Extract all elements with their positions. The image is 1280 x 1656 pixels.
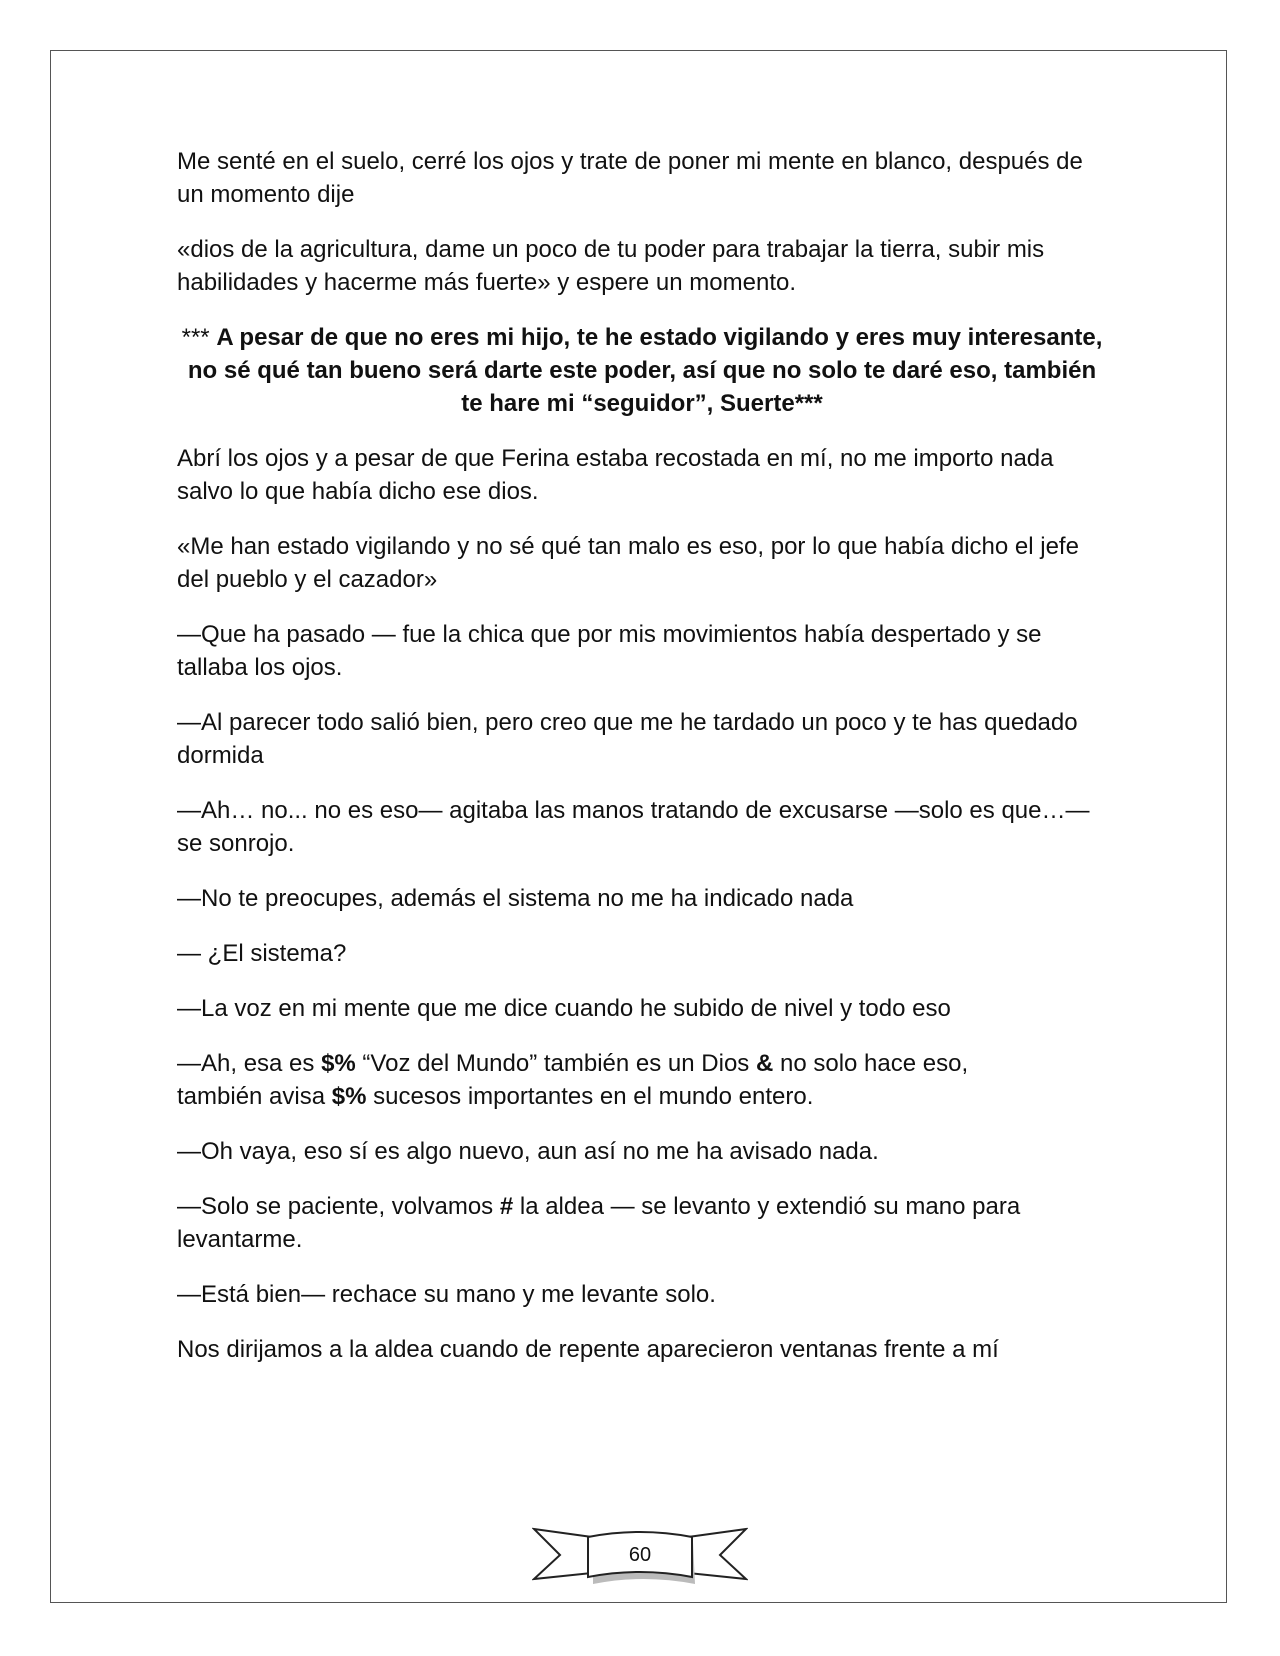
god-message xyxy=(177,321,1107,420)
symbol-run: # xyxy=(499,1193,514,1220)
text-run: sucesos importantes en el mundo entero. xyxy=(366,1083,814,1110)
text-run: —Ah, esa es xyxy=(177,1050,322,1077)
paragraph: —Al parecer todo salió bien, pero creo que me he tardado un poco y te has quedado dormida xyxy=(177,709,1078,769)
paragraph: Abrí los ojos y a pesar de que Ferina estaba recostada en mí, no me importo nada salvo lo que había dicho ese dios. xyxy=(177,445,1054,505)
symbol-run: & xyxy=(755,1050,774,1077)
text-run: la aldea — se levanto y extendió su mano para levantarme. xyxy=(177,1193,1021,1253)
paragraph-mixed xyxy=(177,1190,1107,1256)
paragraph: «Me han estado vigilando y no sé qué tan malo es eso, por lo que había dicho el jefe del pueblo y el cazador» xyxy=(177,533,1079,593)
text-run: no solo hace eso, también avisa xyxy=(177,1050,969,1110)
text-run: —Solo se paciente, volvamos xyxy=(177,1193,500,1220)
page-number: 60 xyxy=(628,1543,652,1566)
paragraph: —Está bien— rechace su mano y me levante solo. xyxy=(177,1281,716,1308)
paragraph: Me senté en el suelo, cerré los ojos y trate de poner mi mente en blanco, después de un momento dije xyxy=(177,148,1083,208)
paragraph: —Que ha pasado — fue la chica que por mis movimientos había despertado y se tallaba los ojos. xyxy=(177,621,1042,681)
paragraph: «dios de la agricultura, dame un poco de tu poder para trabajar la tierra, subir mis habilidades y hacerme más fuerte» y espere un momento. xyxy=(177,236,1045,296)
body-text xyxy=(177,145,1107,1388)
paragraph: Nos dirijamos a la aldea cuando de repente aparecieron ventanas frente a mí xyxy=(177,1336,999,1363)
paragraph: —Ah… no... no es eso— agitaba las manos tratando de excusarse —solo es que…—se sonrojo. xyxy=(177,797,1090,857)
text-run: “Voz del Mundo” también es un Dios xyxy=(355,1050,756,1077)
paragraph: —La voz en mi mente que me dice cuando he subido de nivel y todo eso xyxy=(177,995,951,1022)
paragraph: —Oh vaya, eso sí es algo nuevo, aun así no me ha avisado nada. xyxy=(177,1138,879,1165)
paragraph: —No te preocupes, además el sistema no me ha indicado nada xyxy=(177,885,854,912)
god-message-text: A pesar de que no eres mi hijo, te he estado vigilando y eres muy interesante, no sé qué tan bueno será darte este poder, así que no solo te daré eso, también te hare mi “seguidor”, Suerte*** xyxy=(187,324,1103,417)
paragraph: — ¿El sistema? xyxy=(177,940,347,967)
symbol-run: $% xyxy=(331,1083,367,1110)
symbol-run: $% xyxy=(321,1050,356,1077)
paragraph-mixed xyxy=(177,1047,1107,1113)
god-message-lead: *** xyxy=(181,324,217,351)
page-number-ribbon xyxy=(532,1515,748,1595)
